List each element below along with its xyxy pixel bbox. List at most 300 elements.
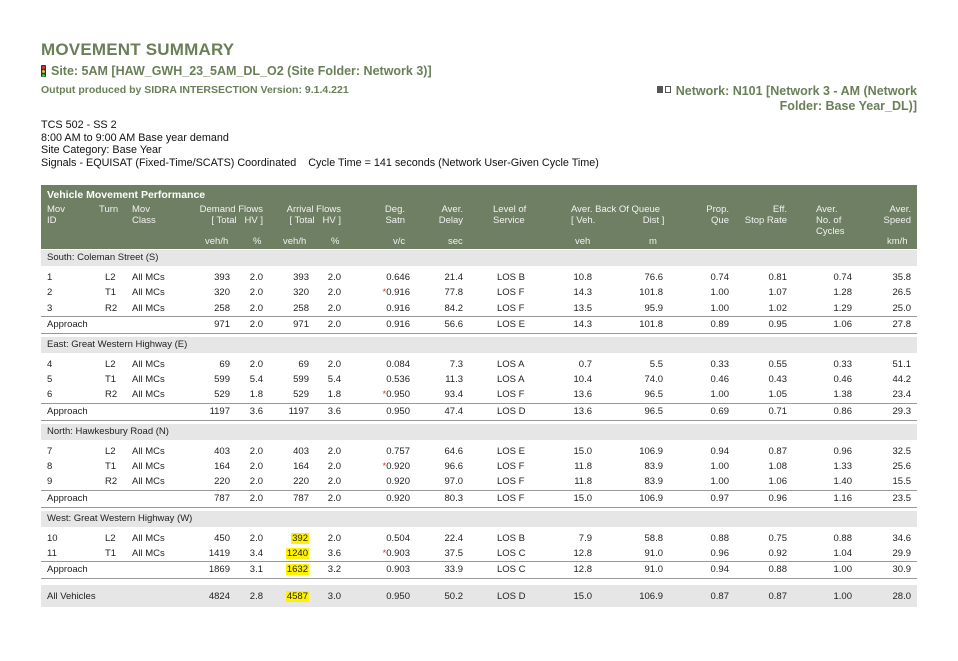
cell-esr: 1.08	[768, 461, 787, 473]
cell-delay: 33.9	[444, 564, 463, 576]
cell-cyc: 1.29	[833, 302, 852, 314]
cell-dt: 393	[214, 272, 230, 283]
cell-cls: All MCs	[132, 532, 165, 544]
section-header: West: Great Western Highway (W)	[41, 511, 917, 527]
cell-dhv: 2.0	[249, 302, 263, 314]
cell-turn: T1	[105, 374, 117, 386]
cell-id: Approach	[47, 318, 88, 330]
cell-pq: 0.74	[710, 272, 729, 283]
cell-qv: 14.3	[573, 287, 592, 299]
cell-qd: 96.5	[644, 389, 663, 401]
cell-esr: 1.06	[768, 476, 787, 488]
unit-speed: km/h	[887, 236, 908, 247]
cell-cls: All MCs	[132, 272, 165, 283]
network-label-line1: Network: N101 [Network 3 - AM (Network	[675, 84, 917, 98]
cell-qd: 95.9	[644, 302, 663, 314]
cell-los: LOS E	[497, 445, 525, 457]
cell-esr: 1.07	[768, 287, 787, 299]
cell-at: 69	[298, 358, 309, 370]
header-demand-flows: Demand Flows [ Total HV ]	[199, 204, 263, 226]
cell-spd: 28.0	[892, 591, 911, 603]
cell-pq: 0.94	[710, 564, 729, 576]
cell-cls: All MCs	[132, 547, 165, 559]
cell-id: 3	[47, 302, 53, 314]
cell-at: 599	[293, 374, 309, 386]
cell-at: 971	[293, 318, 309, 330]
cell-qd: 58.8	[644, 532, 663, 544]
cell-deg: 0.920	[386, 476, 410, 488]
cell-dt: 971	[214, 318, 230, 330]
cell-delay: 7.3	[449, 358, 463, 370]
cell-qv: 12.8	[573, 564, 592, 576]
cell-spd: 34.6	[892, 532, 911, 544]
info-line: Site Category: Base Year	[41, 144, 162, 156]
cell-dt: 1869	[208, 564, 230, 576]
cell-qv: 15.0	[573, 492, 592, 504]
info-line: 8:00 AM to 9:00 AM Base year demand	[41, 131, 229, 144]
cell-ahv: 2.0	[327, 445, 341, 457]
cell-at: 4587	[286, 591, 308, 603]
table-row	[41, 270, 917, 285]
cell-cyc: 1.04	[833, 547, 852, 559]
table-row	[41, 357, 917, 372]
cell-cls: All MCs	[132, 374, 165, 386]
cell-id: 4	[47, 358, 53, 370]
cell-los: LOS A	[497, 374, 525, 386]
cell-spd: 32.5	[892, 445, 911, 457]
section-header: North: Hawkesbury Road (N)	[41, 424, 917, 440]
output-note: Output produced by SIDRA INTERSECTION Version: 9.1.4.221	[41, 84, 349, 96]
cell-delay: 21.4	[444, 272, 463, 283]
section-header: South: Coleman Street (S)	[41, 250, 917, 266]
cell-deg	[383, 287, 410, 298]
cell-spd: 27.8	[892, 318, 911, 330]
cell-spd: 29.9	[892, 547, 911, 559]
cell-dt: 529	[214, 389, 230, 401]
cell-dt: 4824	[208, 591, 230, 603]
unit-delay: sec	[448, 236, 463, 247]
cell-qv: 13.6	[573, 389, 592, 401]
cell-pq: 0.88	[710, 532, 729, 544]
cell-delay: 56.6	[444, 318, 463, 330]
cell-ahv: 2.0	[327, 318, 341, 330]
header-level-of-service: Level of Service	[493, 204, 527, 226]
cell-esr: 1.02	[768, 302, 787, 314]
cell-turn: L2	[105, 445, 116, 457]
cell-dhv: 1.8	[249, 389, 263, 401]
cell-delay: 64.6	[444, 445, 463, 457]
site-label: Site: 5AM [HAW_GWH_23_5AM_DL_O2 (Site Folder: Network 3)]	[51, 64, 432, 78]
cell-pq: 1.00	[710, 476, 729, 488]
cell-los: LOS D	[497, 591, 526, 603]
cell-esr: 0.87	[768, 591, 787, 603]
cell-ahv: 2.0	[327, 358, 341, 370]
cell-esr: 0.81	[768, 272, 787, 283]
header-back-of-queue: Aver. Back Of Queue [ Veh. Dist ]	[571, 204, 665, 226]
page-title: MOVEMENT SUMMARY	[41, 40, 235, 59]
cell-dhv: 2.0	[249, 445, 263, 457]
cell-at: 164	[293, 461, 309, 473]
cell-qd: 74.0	[644, 374, 663, 386]
cell-cyc: 1.33	[833, 461, 852, 473]
cell-ahv: 2.0	[327, 461, 341, 473]
cell-deg-value: 0.916	[386, 287, 410, 299]
cell-ahv: 2.0	[327, 476, 341, 488]
cell-ahv: 2.0	[327, 532, 341, 544]
section-header: East: Great Western Highway (E)	[41, 337, 917, 353]
cell-dhv: 3.4	[249, 547, 263, 559]
table-row	[41, 387, 917, 402]
cell-los: LOS C	[497, 547, 526, 559]
cell-at: 1197	[288, 405, 309, 417]
cell-spd: 23.5	[892, 492, 911, 504]
cell-cls: All MCs	[132, 287, 165, 299]
cell-pq: 0.89	[710, 318, 729, 330]
cell-at: 1632	[286, 564, 308, 576]
cell-qv: 0.7	[578, 358, 592, 370]
cell-at: 1240	[286, 547, 308, 559]
cell-qd: 106.9	[639, 492, 663, 504]
cell-qv: 11.8	[574, 476, 592, 488]
cell-dhv: 2.0	[249, 318, 263, 330]
cell-cyc: 0.96	[833, 445, 852, 457]
cell-los: LOS F	[497, 287, 525, 299]
site-info	[41, 119, 599, 169]
cell-pq: 1.00	[710, 461, 729, 473]
cell-cyc: 0.74	[833, 272, 852, 283]
cell-id: 2	[47, 287, 53, 299]
cell-delay: 93.4	[444, 389, 463, 401]
cell-cyc: 1.40	[833, 476, 852, 488]
unit-queue-veh: veh	[575, 236, 591, 247]
cell-deg: 0.950	[386, 405, 410, 417]
cell-turn: R2	[105, 302, 118, 314]
cell-dt: 599	[214, 374, 230, 386]
cell-los: LOS E	[497, 318, 525, 330]
cell-delay: 77.8	[444, 287, 463, 299]
approach-row	[41, 403, 917, 421]
cell-deg-value: 0.950	[386, 389, 410, 401]
header-deg-satn: Deg. Satn	[384, 204, 405, 226]
all-vehicles-row	[41, 585, 917, 607]
unit-demand-total: veh/h	[205, 236, 229, 247]
cell-turn: L2	[105, 532, 116, 544]
cell-dt: 403	[214, 445, 230, 457]
network-label-line2: Folder: Base Year_DL)]	[779, 99, 917, 113]
cell-qv: 12.8	[573, 547, 592, 559]
table-header	[41, 185, 917, 249]
cell-deg	[383, 548, 410, 559]
cell-dhv: 5.4	[249, 374, 263, 386]
cell-cyc: 1.28	[833, 287, 852, 299]
info-line: TCS 502 - SS 2	[41, 119, 117, 131]
cell-qv: 11.8	[574, 461, 592, 473]
cell-ahv: 1.8	[327, 389, 341, 401]
cell-cyc: 0.46	[833, 374, 852, 386]
critical-movement-marker: *	[382, 389, 387, 401]
cell-id: 8	[47, 461, 53, 473]
critical-movement-marker: *	[382, 287, 387, 299]
cell-dhv: 2.8	[249, 591, 263, 603]
cell-at: 258	[293, 302, 309, 314]
cell-pq: 0.94	[710, 445, 729, 457]
cell-at: 393	[293, 272, 309, 283]
cell-deg: 0.536	[386, 374, 410, 386]
cell-spd: 23.4	[892, 389, 911, 401]
cell-qv: 7.9	[578, 532, 592, 544]
cell-qv: 15.0	[573, 591, 592, 603]
cell-turn: R2	[105, 476, 118, 488]
cell-delay: 11.3	[445, 374, 463, 386]
cell-pq: 0.33	[710, 358, 729, 370]
cell-delay: 97.0	[444, 476, 463, 488]
cell-pq: 1.00	[710, 287, 729, 299]
cell-los: LOS F	[497, 389, 525, 401]
header-no-of-cycles: Aver. No. of Cycles	[816, 204, 845, 237]
cell-ahv: 3.0	[327, 591, 341, 603]
cell-los: LOS F	[497, 461, 525, 473]
cell-qd: 106.9	[639, 445, 663, 457]
cell-deg	[383, 389, 410, 400]
cell-spd: 15.5	[892, 476, 911, 488]
cell-cyc: 1.00	[833, 564, 852, 576]
cell-id: 7	[47, 445, 53, 457]
cell-delay: 96.6	[444, 461, 463, 473]
cell-deg	[383, 461, 410, 472]
cell-turn: T1	[105, 461, 117, 473]
cell-cyc: 0.33	[833, 358, 852, 370]
cell-id: 9	[47, 476, 53, 488]
cell-dt: 220	[214, 476, 230, 488]
cell-delay: 37.5	[444, 547, 463, 559]
cell-qd: 96.5	[644, 405, 663, 417]
cell-cyc: 0.88	[833, 532, 852, 544]
cell-id: Approach	[47, 492, 88, 504]
cell-deg: 0.504	[386, 532, 410, 544]
cell-turn: L2	[105, 272, 116, 283]
cell-pq: 0.87	[710, 591, 729, 603]
approach-row	[41, 490, 917, 508]
header-prop-que: Prop. Que	[706, 204, 729, 226]
cell-spd: 35.8	[892, 272, 911, 283]
cell-dhv: 2.0	[249, 272, 263, 283]
header-aver-speed: Aver. Speed	[883, 204, 911, 226]
cell-dhv: 2.0	[249, 532, 263, 544]
cell-qv: 10.8	[573, 272, 592, 283]
table-row	[41, 531, 917, 546]
cell-ahv: 3.2	[327, 564, 341, 576]
cell-cls: All MCs	[132, 476, 165, 488]
cell-cyc: 1.16	[833, 492, 852, 504]
cell-id: Approach	[47, 405, 88, 417]
cell-los: LOS B	[497, 272, 525, 283]
cell-esr: 1.05	[768, 389, 787, 401]
cell-dhv: 2.0	[249, 476, 263, 488]
cell-pq: 1.00	[710, 389, 729, 401]
traffic-signal-icon	[41, 65, 46, 77]
unit-queue-dist: m	[649, 236, 657, 247]
cell-spd: 26.5	[892, 287, 911, 299]
cell-delay: 47.4	[444, 405, 463, 417]
cell-cls: All MCs	[132, 461, 165, 473]
cell-esr: 0.95	[768, 318, 787, 330]
cell-turn: T1	[105, 287, 117, 299]
cell-los: LOS C	[497, 564, 526, 576]
cell-qd: 101.8	[639, 318, 663, 330]
cell-id: 5	[47, 374, 53, 386]
cell-spd: 25.6	[892, 461, 911, 473]
cell-at: 787	[293, 492, 309, 504]
cell-pq: 0.97	[710, 492, 729, 504]
cell-deg: 0.757	[386, 445, 410, 457]
cell-cls: All MCs	[132, 445, 165, 457]
cell-deg: 0.646	[386, 272, 410, 283]
cell-spd: 30.9	[892, 564, 911, 576]
cell-id: 11	[47, 547, 57, 559]
cell-pq: 0.69	[710, 405, 729, 417]
cell-esr: 0.43	[768, 374, 787, 386]
cell-at: 529	[293, 389, 309, 401]
table-body	[41, 250, 917, 607]
cell-qv: 13.6	[573, 405, 592, 417]
cell-spd: 25.0	[892, 302, 911, 314]
table-row	[41, 301, 917, 316]
cell-qd: 5.5	[649, 358, 663, 370]
cell-dt: 450	[214, 532, 230, 544]
cell-ahv: 2.0	[327, 302, 341, 314]
unit-deg-satn: v/c	[393, 236, 406, 247]
cell-esr: 0.71	[768, 405, 787, 417]
cell-qd: 76.6	[644, 272, 663, 283]
cell-los: LOS D	[497, 405, 526, 417]
header-turn: Turn	[99, 204, 119, 215]
table-row	[41, 459, 917, 474]
cell-deg-value: 0.920	[386, 461, 410, 473]
cell-cls: All MCs	[132, 389, 165, 401]
cell-delay: 22.4	[444, 532, 463, 544]
cell-los: LOS A	[497, 358, 525, 370]
table-caption: Vehicle Movement Performance	[47, 189, 206, 201]
approach-row	[41, 316, 917, 334]
network-icon	[657, 86, 672, 94]
unit-arrival-hv: %	[331, 236, 340, 247]
cell-turn: L2	[105, 358, 116, 370]
header-mov-class: Mov Class	[132, 204, 156, 226]
cell-cls: All MCs	[132, 302, 165, 314]
cell-ahv: 2.0	[327, 287, 341, 299]
cell-id: 1	[47, 272, 53, 283]
cell-qv: 13.5	[573, 302, 592, 314]
header-arrival-flows: Arrival Flows [ Total HV ]	[286, 204, 341, 226]
cell-cyc: 1.38	[833, 389, 852, 401]
cell-los: LOS F	[497, 492, 525, 504]
cell-delay: 50.2	[444, 591, 463, 603]
cell-esr: 0.75	[768, 532, 787, 544]
cell-qv: 15.0	[573, 445, 592, 457]
cell-ahv: 3.6	[327, 405, 341, 417]
cell-at: 320	[293, 287, 309, 299]
cell-ahv: 2.0	[327, 272, 341, 283]
table-row	[41, 474, 917, 489]
cell-cyc: 1.06	[833, 318, 852, 330]
cell-id: Approach	[47, 564, 88, 576]
cell-dt: 787	[214, 492, 230, 504]
cell-cyc: 1.00	[833, 591, 852, 603]
table-row	[41, 444, 917, 459]
unit-arrival-total: veh/h	[283, 236, 307, 247]
header-aver-delay: Aver. Delay	[438, 204, 463, 226]
cell-pq: 0.46	[710, 374, 729, 386]
cell-los: LOS F	[497, 476, 525, 488]
cell-cls: All MCs	[132, 358, 165, 370]
cell-qd: 101.8	[639, 287, 663, 299]
cell-spd: 44.2	[892, 374, 911, 386]
header-mov-id: Mov ID	[47, 204, 65, 226]
cell-cyc: 0.86	[833, 405, 852, 417]
cell-id: 10	[47, 532, 58, 544]
cell-turn: R2	[105, 389, 118, 401]
cell-los: LOS B	[497, 532, 525, 544]
cell-qv: 10.4	[573, 374, 592, 386]
cell-dhv: 2.0	[249, 492, 263, 504]
cell-deg: 0.916	[386, 318, 410, 330]
cell-dhv: 3.1	[249, 564, 263, 576]
cell-esr: 0.92	[768, 547, 787, 559]
cell-deg: 0.084	[386, 358, 410, 370]
cell-dhv: 2.0	[249, 358, 263, 370]
cell-deg-value: 0.903	[386, 547, 410, 559]
cell-dt: 69	[219, 358, 230, 370]
cell-delay: 80.3	[444, 492, 463, 504]
cell-spd: 51.1	[892, 358, 911, 370]
cell-esr: 0.87	[768, 445, 787, 457]
cell-delay: 84.2	[444, 302, 463, 314]
movement-performance-table	[41, 185, 917, 607]
table-row	[41, 546, 917, 561]
info-line: Signals - EQUISAT (Fixed-Time/SCATS) Coordinated Cycle Time = 141 seconds (Network User-Given Cycle Time)	[41, 156, 599, 169]
approach-row	[41, 561, 917, 579]
cell-deg: 0.903	[386, 564, 410, 576]
cell-dt: 1419	[208, 547, 230, 559]
cell-qd: 83.9	[644, 476, 663, 488]
cell-esr: 0.96	[768, 492, 787, 504]
site-heading	[41, 64, 432, 78]
cell-qd: 106.9	[639, 591, 663, 603]
cell-esr: 0.55	[768, 358, 787, 370]
table-row	[41, 285, 917, 300]
cell-deg: 0.950	[386, 591, 410, 603]
critical-movement-marker: *	[382, 461, 387, 473]
cell-qd: 91.0	[644, 547, 663, 559]
cell-qd: 83.9	[644, 461, 663, 473]
unit-demand-hv: %	[253, 236, 262, 247]
cell-spd: 29.3	[892, 405, 911, 417]
cell-ahv: 3.6	[327, 547, 341, 559]
cell-deg: 0.916	[386, 302, 410, 314]
cell-pq: 1.00	[710, 302, 729, 314]
critical-movement-marker: *	[382, 547, 387, 559]
cell-at: 403	[293, 445, 309, 457]
cell-ahv: 5.4	[327, 374, 341, 386]
cell-turn: T1	[105, 547, 117, 559]
table-row	[41, 372, 917, 387]
cell-esr: 0.88	[768, 564, 787, 576]
cell-pq: 0.96	[710, 547, 729, 559]
cell-dt: 1197	[209, 405, 230, 417]
cell-dt: 320	[214, 287, 230, 299]
cell-ahv: 2.0	[327, 492, 341, 504]
cell-qd: 91.0	[644, 564, 663, 576]
